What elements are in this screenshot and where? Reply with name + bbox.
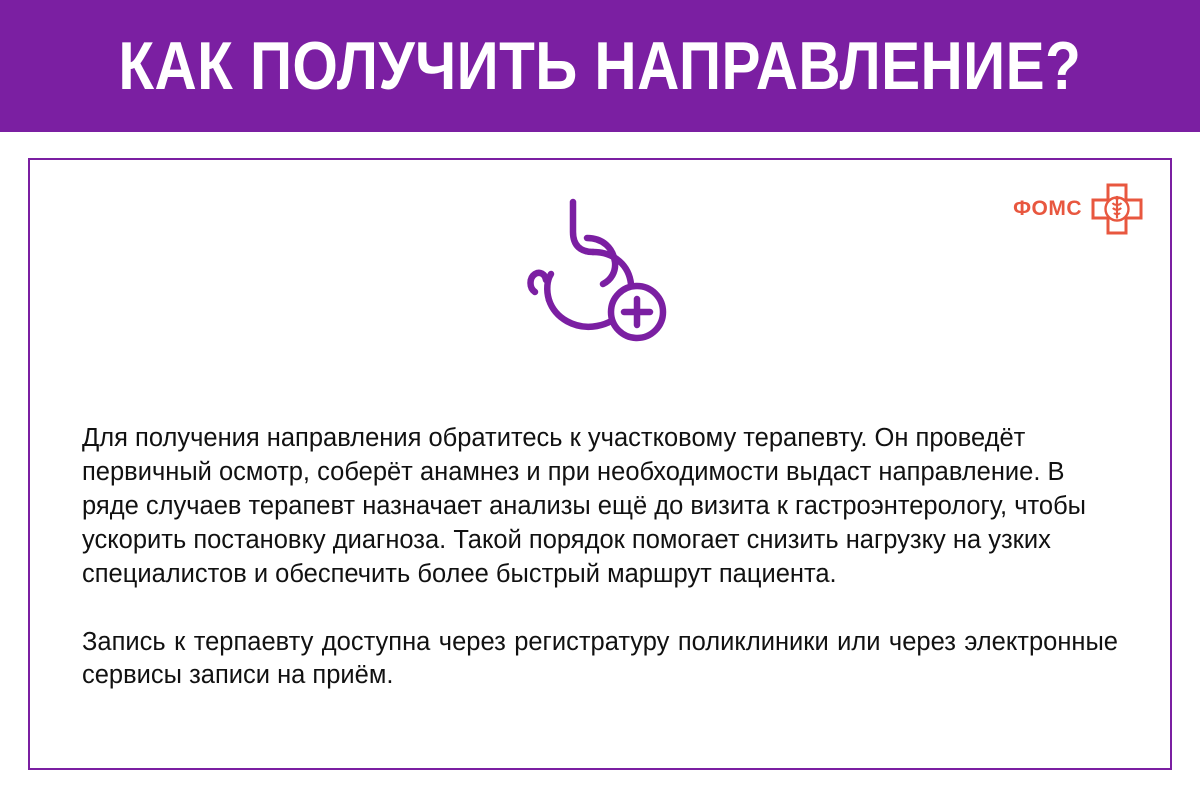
- body-text: [82, 422, 1118, 693]
- foms-label: ФОМС: [1013, 197, 1082, 220]
- paragraph-1: Для получения направления обратитесь к участковому терапевту. Он проведёт первичный осмотр, соберёт анамнез и при необходимости выдаст направление. В ряде случаев терапевт назначает анализы ещё до визита к гастроэнтерологу, чтобы ускорить постановку диагноза. Такой порядок помогает снизить нагрузку на узких специалистов и обеспечить более быстрый маршрут пациента.: [82, 424, 1087, 588]
- content-frame: [28, 158, 1172, 770]
- paragraph-2: Запись к терпаевту доступна через регистратуру поликлиники или через электронные сервисы записи на приём.: [82, 627, 1118, 690]
- header-band: [0, 0, 1200, 132]
- stomach-with-plus-icon: [515, 188, 685, 363]
- illustration-area: [30, 188, 1170, 363]
- page-title: КАК ПОЛУЧИТЬ НАПРАВЛЕНИЕ?: [118, 28, 1082, 104]
